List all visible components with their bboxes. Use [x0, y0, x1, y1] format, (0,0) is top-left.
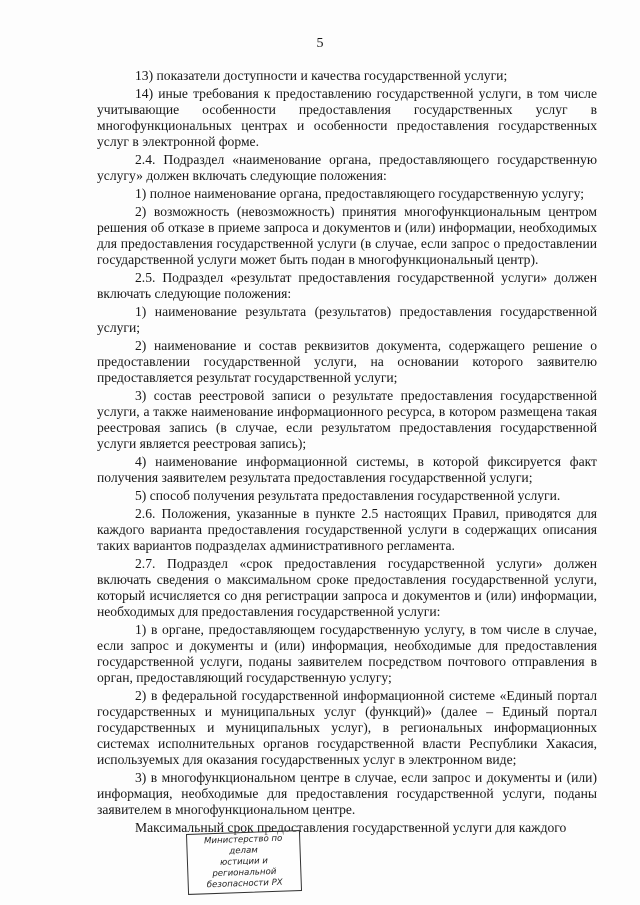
ministry-stamp — [186, 830, 302, 895]
page-number: 5 — [316, 36, 324, 51]
document-body — [97, 68, 597, 838]
paragraph: 1) наименование результата (результатов) предоставления государственной услуги; — [97, 304, 597, 335]
paragraph: Максимальный срок предоставления государственной услуги для каждого — [135, 820, 567, 835]
paragraph: 3) состав реестровой записи о результате предоставления государственной услуги, а также наименование информационного ресурса, в котором размещена такая реестровая запись (в случае, если результатом предоставления государственной услуги является реестровая запись); — [97, 388, 597, 451]
stamp-line: безопасности РХ — [206, 877, 283, 891]
paragraph: 14) иные требования к предоставлению государственной услуги, в том числе учитывающие особенности предоставления государственных услуг в многофункциональных центрах и особенности предоставления государственных услуг в электронной форме. — [97, 86, 597, 149]
paragraph: 2.7. Подраздел «срок предоставления государственной услуги» должен включать сведения о максимальном сроке предоставления государственной услуги, который исчисляется со дня регистрации запроса и документов и (или) информации, необходимых для предоставления государственной услуги: — [97, 556, 597, 619]
paragraph: 1) в органе, предоставляющем государственную услугу, в том числе в случае, если запрос и документы и (или) информация, необходимые для предоставления государственной услуги, поданы заявителем посредством почтового отправления в орган, предоставляющий государственную услугу; — [97, 622, 597, 685]
paragraph: 1) полное наименование органа, предоставляющего государственную услугу; — [135, 186, 584, 201]
paragraph: 3) в многофункциональном центре в случае, если запрос и документы и (или) информация, необходимые для предоставления государственной услуги, поданы заявителем в многофункциональном центре. — [97, 770, 597, 817]
paragraph: 2.4. Подраздел «наименование органа, предоставляющего государственную услугу» должен включать следующие положения: — [97, 152, 597, 183]
stamp-line: юстиции и региональной — [212, 856, 277, 880]
paragraph: 5) способ получения результата предоставления государственной услуги. — [135, 488, 561, 503]
paragraph: 2.5. Подраздел «результат предоставления государственной услуги» должен включать следующие положения: — [97, 270, 597, 301]
paragraph: 2) наименование и состав реквизитов документа, содержащего решение о предоставлении государственной услуги, на основании которого заявителю предоставляется результат государственной услуги; — [97, 338, 597, 385]
paragraph: 2.6. Положения, указанные в пункте 2.5 настоящих Правил, приводятся для каждого варианта предоставления государственной услуги в содержащих описания таких вариантов подразделах административного регламента. — [97, 506, 597, 553]
stamp-line: Министерство по делам — [203, 833, 283, 857]
paragraph: 2) в федеральной государственной информационной системе «Единый портал государственных и муниципальных услуг (функций)» (далее – Единый портал государственных и муниципальных услуг), в региональных информационных системах исполнительных органов государственной власти Республики Хакасия, используемых для оказания государственных услуг в электронном виде; — [97, 688, 597, 767]
paragraph: 13) показатели доступности и качества государственной услуги; — [135, 68, 508, 83]
paragraph: 2) возможность (невозможность) принятия многофункциональным центром решения об отказе в приеме запроса и документов и (или) информации, необходимых для предоставления государственной услуги (в случае, если запрос о предоставлении государственной услуги может быть подан в многофункциональный центр). — [97, 204, 597, 267]
paragraph: 4) наименование информационной системы, в которой фиксируется факт получения заявителем результата предоставления государственной услуги; — [97, 454, 597, 485]
